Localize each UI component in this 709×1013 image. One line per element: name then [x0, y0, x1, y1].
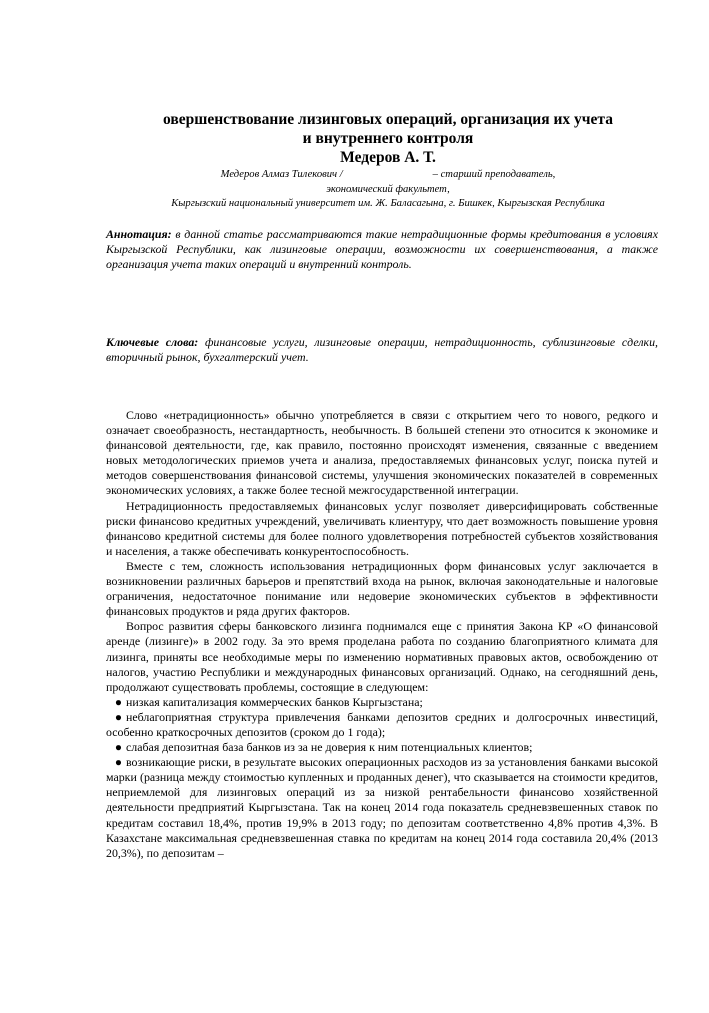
author-name: Медеров А. Т.: [340, 149, 436, 166]
annotation-text: в данной статье рассматриваются такие нетрадиционные формы кредитования в условиях Кыргызской Республики, как лизинговые операции, возможности их совершенствования, а также организация учета таких операций и внутренний контроль.: [106, 227, 658, 272]
annotation: [106, 227, 658, 273]
bullet-text: неблагоприятная структура привлечения банками депозитов средних и долгосрочных инвестиций, особенно краткосрочных депозитов (сроком до 1 года);: [106, 709, 658, 739]
bullet-text: возникающие риски, в результате высоких операционных расходов из за установления банками высокой марки (разница между стоимостью купленных и проданных денег), что сказывается на стоимости кредитов, неприемлемой для лизинговых операций из за низкой рентабельности финансово хозяйственной деятельности предприятий Кыргызстана. Так на конец 2014 года показатель средневзвешенных ставок по кредитам составил 18,4%, против 19,9% в 2013 году; по депозитам соответственно 4,8% против 4,3%. В Казахстане максимальная средневзвешенная ставка по кредитам на конец 2014 года составила 20,4% (2013 20,3%), по депозитам –: [106, 755, 658, 860]
title-line-2: и внутреннего контроля: [302, 130, 474, 147]
paragraph-1: Слово «нетрадиционность» обычно употребляется в связи с открытием чего то нового, редкого и означает своеобразность, нестандартность, необычность. В большей степени это относится к экономике и финансовой деятельности, где, как правило, постоянно происходят изменения, связанные с введением новых методологических приемов учета и анализа, предоставляемых финансовых услуг, поиска путей и методов совершенствования финансовой системы, улучшения экономических показателей в современных экономических условиях, а также более тесной межгосударственной интеграции.: [106, 408, 658, 498]
affiliation-name: Медеров Алмаз Тилекович /: [220, 169, 343, 180]
bullet-icon: ●: [114, 694, 122, 709]
article-title: [100, 110, 676, 167]
affiliation-line-3: Кыргызский национальный университет им. Ж. Баласагына, г. Бишкек, Кыргызская Республика: [171, 198, 605, 209]
bullet-icon: ●: [114, 740, 122, 755]
body-text: [106, 408, 658, 861]
annotation-label: Аннотация:: [106, 227, 172, 241]
keywords: [106, 335, 658, 365]
title-line-1: овершенствование лизинговых операций, организация их учета: [163, 111, 613, 128]
keywords-text: финансовые услуги, лизинговые операции, нетрадиционность, сублизинговые сделки, вторичный рынок, бухгалтерский учет.: [106, 335, 658, 365]
bullet-text: слабая депозитная база банков из за не доверия к ним потенциальных клиентов;: [126, 740, 533, 755]
bullet-item: [106, 710, 658, 740]
affiliation-role: – старший преподаватель,: [432, 169, 556, 180]
paragraph-4: Вопрос развития сферы банковского лизинга поднимался еще с принятия Закона КР «О финансовой аренде (лизинге)» в 2002 году. За это время проделана работа по созданию благоприятного климата для лизинга, приняты все необходимые меры по изменению нормативных правовых актов, освобождению от налогов, участию Республики и международных финансовых организаций. Однако, на сегодняшний день, продолжают существовать проблемы, состоящие в следующем:: [106, 619, 658, 694]
author-affiliation: [100, 168, 676, 212]
keywords-label: Ключевые слова:: [106, 335, 199, 349]
bullet-item: [106, 740, 658, 755]
bullet-item: [106, 695, 658, 710]
affiliation-line-1: [100, 168, 676, 183]
bullet-icon: ●: [114, 709, 122, 724]
affiliation-line-2: экономический факультет,: [326, 183, 450, 195]
bullet-item: [106, 755, 658, 861]
bullet-icon: ●: [114, 755, 122, 770]
paragraph-3: Вместе с тем, сложность использования нетрадиционных форм финансовых услуг заключается в возникновении различных барьеров и препятствий входа на рынок, включая законодательные и налоговые ограничения, недостаточное понимание или недоверие экономических субъектов в эффективности финансовых продуктов и ряда других факторов.: [106, 558, 658, 619]
paragraph-2: Нетрадиционность предоставляемых финансовых услуг позволяет диверсифицировать собственные риски финансово кредитных учреждений, увеличивать клиентуру, что дает возможность повышение уровня финансово кредитной системы для более полного удовлетворения потребностей субъектов хозяйствования и населения, а также обеспечивать конкурентоспособность.: [106, 498, 658, 558]
bullet-text: низкая капитализация коммерческих банков Кыргызстана;: [126, 694, 423, 709]
